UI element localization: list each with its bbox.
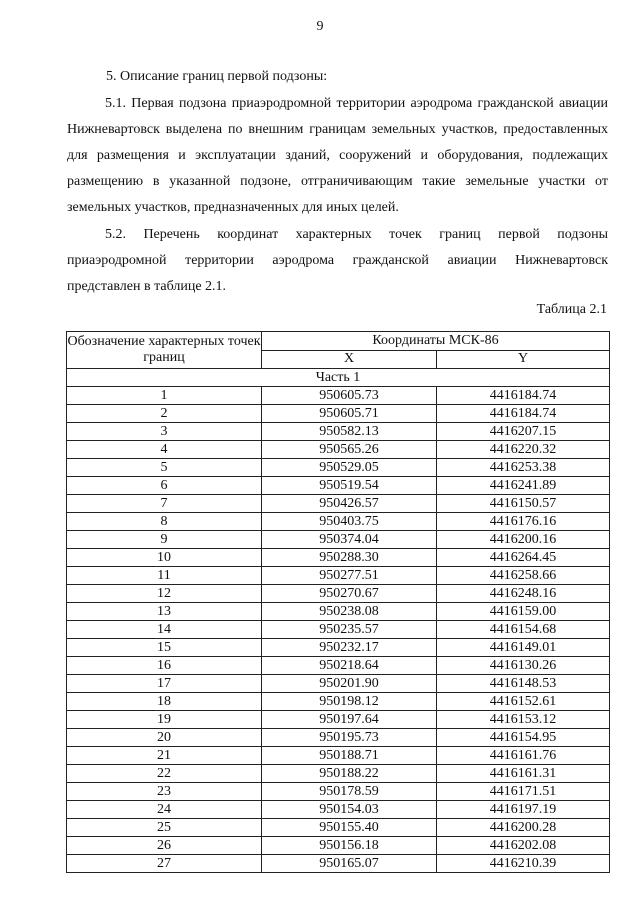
point-number-cell: 6 — [67, 477, 262, 495]
part-label: Часть 1 — [67, 369, 610, 387]
y-coordinate-cell: 4416200.28 — [437, 819, 610, 837]
point-number-cell: 9 — [67, 531, 262, 549]
y-coordinate-cell: 4416207.15 — [437, 423, 610, 441]
y-header: Y — [437, 350, 610, 369]
x-coordinate-cell: 950529.05 — [262, 459, 437, 477]
x-coordinate-cell: 950519.54 — [262, 477, 437, 495]
x-coordinate-cell: 950198.12 — [262, 693, 437, 711]
y-coordinate-cell: 4416241.89 — [437, 477, 610, 495]
y-coordinate-cell: 4416150.57 — [437, 495, 610, 513]
x-coordinate-cell: 950582.13 — [262, 423, 437, 441]
point-number-cell: 22 — [67, 765, 262, 783]
table-row — [67, 387, 610, 405]
x-coordinate-cell: 950188.22 — [262, 765, 437, 783]
table-row — [67, 783, 610, 801]
table-row — [67, 693, 610, 711]
paragraph-5-2: 5.2. Перечень координат характерных точек границ первой подзоны приаэродромной территории аэродрома гражданской авиации Нижневартовск представлен в таблице 2.1. — [67, 227, 608, 294]
table-row — [67, 837, 610, 855]
part-row — [67, 369, 610, 387]
table-row — [67, 711, 610, 729]
x-coordinate-cell: 950232.17 — [262, 639, 437, 657]
y-coordinate-cell: 4416210.39 — [437, 855, 610, 873]
y-coordinate-cell: 4416264.45 — [437, 549, 610, 567]
table-row — [67, 729, 610, 747]
x-coordinate-cell: 950165.07 — [262, 855, 437, 873]
x-coordinate-cell: 950197.64 — [262, 711, 437, 729]
table-row — [67, 441, 610, 459]
y-coordinate-cell: 4416130.26 — [437, 657, 610, 675]
point-designation-header: Обозначение характерных точек границ — [67, 332, 262, 369]
x-coordinate-cell: 950605.71 — [262, 405, 437, 423]
x-coordinate-cell: 950426.57 — [262, 495, 437, 513]
y-coordinate-cell: 4416184.74 — [437, 387, 610, 405]
point-number-cell: 18 — [67, 693, 262, 711]
x-coordinate-cell: 950218.64 — [262, 657, 437, 675]
point-number-cell: 20 — [67, 729, 262, 747]
point-number-cell: 13 — [67, 603, 262, 621]
x-coordinate-cell: 950277.51 — [262, 567, 437, 585]
table-caption: Таблица 2.1 — [536, 302, 607, 317]
y-coordinate-cell: 4416176.16 — [437, 513, 610, 531]
point-number-cell: 12 — [67, 585, 262, 603]
table-row — [67, 549, 610, 567]
point-number-cell: 5 — [67, 459, 262, 477]
y-coordinate-cell: 4416154.68 — [437, 621, 610, 639]
point-number-cell: 15 — [67, 639, 262, 657]
coordinates-header: Координаты МСК-86 — [262, 332, 610, 351]
y-coordinate-cell: 4416220.32 — [437, 441, 610, 459]
point-number-cell: 17 — [67, 675, 262, 693]
table-row — [67, 405, 610, 423]
table-row — [67, 855, 610, 873]
table-row — [67, 603, 610, 621]
table-row — [67, 747, 610, 765]
y-coordinate-cell: 4416153.12 — [437, 711, 610, 729]
point-number-cell: 14 — [67, 621, 262, 639]
x-coordinate-cell: 950565.26 — [262, 441, 437, 459]
table-row — [67, 567, 610, 585]
table-row — [67, 423, 610, 441]
point-number-cell: 16 — [67, 657, 262, 675]
point-number-cell: 8 — [67, 513, 262, 531]
x-coordinate-cell: 950178.59 — [262, 783, 437, 801]
table-row — [67, 675, 610, 693]
x-coordinate-cell: 950235.57 — [262, 621, 437, 639]
y-coordinate-cell: 4416253.38 — [437, 459, 610, 477]
point-number-cell: 2 — [67, 405, 262, 423]
table-row — [67, 819, 610, 837]
x-coordinate-cell: 950605.73 — [262, 387, 437, 405]
point-number-cell: 19 — [67, 711, 262, 729]
point-number-cell: 7 — [67, 495, 262, 513]
table-body — [67, 369, 610, 873]
x-coordinate-cell: 950156.18 — [262, 837, 437, 855]
page-number: 9 — [316, 19, 324, 34]
table-row — [67, 639, 610, 657]
section-heading: 5. Описание границ первой подзоны: — [106, 69, 328, 84]
y-coordinate-cell: 4416154.95 — [437, 729, 610, 747]
y-coordinate-cell: 4416171.51 — [437, 783, 610, 801]
paragraph-5-1: 5.1. Первая подзона приаэродромной территории аэродрома гражданской авиации Нижневартовск выделена по внешним границам земельных участков, предоставленных для размещения и эксплуатации зданий, сооружений и оборудования, подлежащих размещению в указанной подзоне, отграничивающим такие земельные участки от земельных участков, предназначенных для иных целей. — [67, 96, 608, 215]
y-coordinate-cell: 4416248.16 — [437, 585, 610, 603]
y-coordinate-cell: 4416184.74 — [437, 405, 610, 423]
y-coordinate-cell: 4416149.01 — [437, 639, 610, 657]
y-coordinate-cell: 4416148.53 — [437, 675, 610, 693]
y-coordinate-cell: 4416200.16 — [437, 531, 610, 549]
point-number-cell: 21 — [67, 747, 262, 765]
y-coordinate-cell: 4416258.66 — [437, 567, 610, 585]
table-row — [67, 477, 610, 495]
coordinates-table — [66, 331, 610, 873]
table-row — [67, 585, 610, 603]
x-coordinate-cell: 950288.30 — [262, 549, 437, 567]
x-coordinate-cell: 950270.67 — [262, 585, 437, 603]
point-number-cell: 11 — [67, 567, 262, 585]
point-number-cell: 25 — [67, 819, 262, 837]
y-coordinate-cell: 4416202.08 — [437, 837, 610, 855]
table-row — [67, 495, 610, 513]
x-coordinate-cell: 950374.04 — [262, 531, 437, 549]
y-coordinate-cell: 4416152.61 — [437, 693, 610, 711]
x-coordinate-cell: 950195.73 — [262, 729, 437, 747]
table-row — [67, 621, 610, 639]
table-row — [67, 765, 610, 783]
point-number-cell: 4 — [67, 441, 262, 459]
table-row — [67, 459, 610, 477]
point-number-cell: 27 — [67, 855, 262, 873]
x-coordinate-cell: 950403.75 — [262, 513, 437, 531]
x-coordinate-cell: 950201.90 — [262, 675, 437, 693]
point-number-cell: 1 — [67, 387, 262, 405]
point-number-cell: 3 — [67, 423, 262, 441]
x-header: X — [262, 350, 437, 369]
point-number-cell: 24 — [67, 801, 262, 819]
x-coordinate-cell: 950155.40 — [262, 819, 437, 837]
table-row — [67, 657, 610, 675]
y-coordinate-cell: 4416161.31 — [437, 765, 610, 783]
table-row — [67, 513, 610, 531]
point-number-cell: 10 — [67, 549, 262, 567]
y-coordinate-cell: 4416159.00 — [437, 603, 610, 621]
point-number-cell: 23 — [67, 783, 262, 801]
x-coordinate-cell: 950238.08 — [262, 603, 437, 621]
table-row — [67, 801, 610, 819]
y-coordinate-cell: 4416161.76 — [437, 747, 610, 765]
x-coordinate-cell: 950154.03 — [262, 801, 437, 819]
point-number-cell: 26 — [67, 837, 262, 855]
x-coordinate-cell: 950188.71 — [262, 747, 437, 765]
y-coordinate-cell: 4416197.19 — [437, 801, 610, 819]
table-row — [67, 531, 610, 549]
